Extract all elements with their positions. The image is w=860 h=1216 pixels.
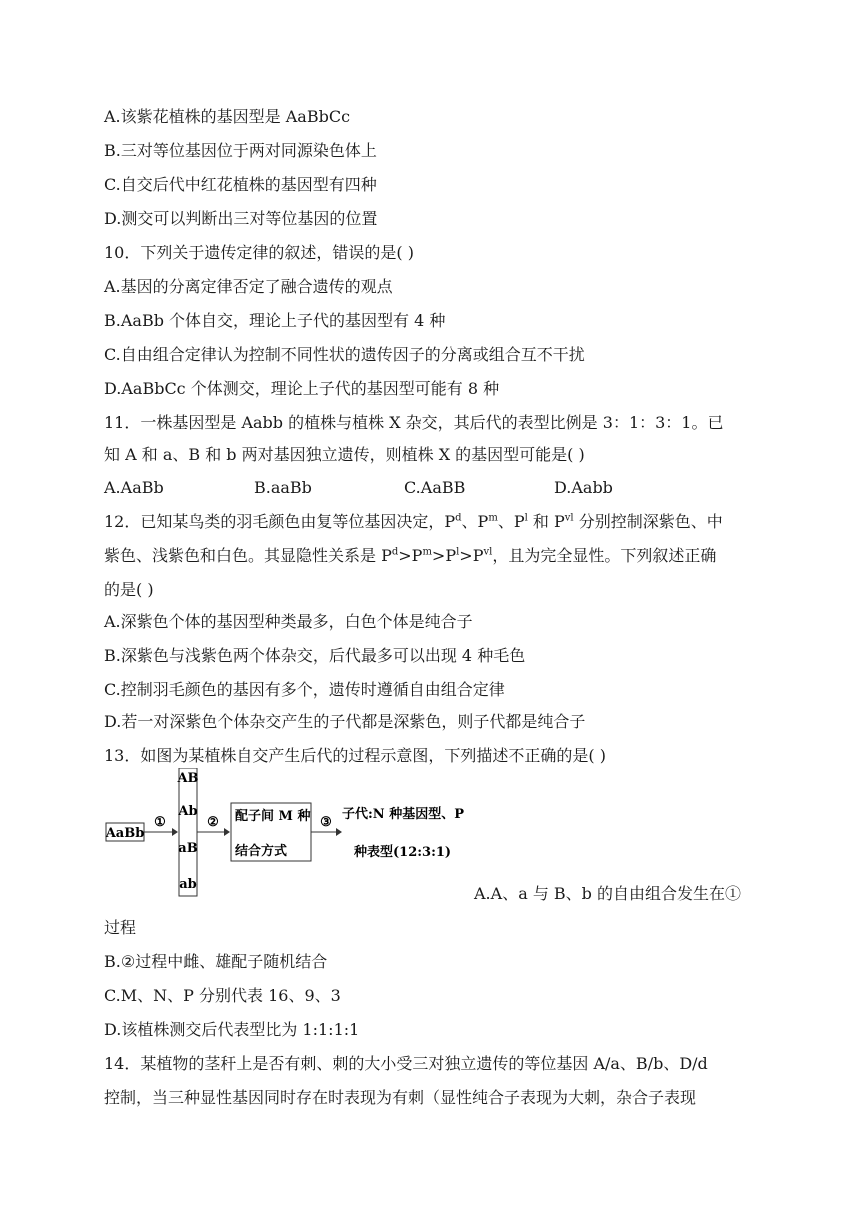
q11-option-d: D.Aabb <box>554 478 613 497</box>
gamete-4: ab <box>179 877 197 892</box>
q12-stem-text: 分别控制深紫色、中 <box>573 512 723 531</box>
q11-options <box>104 478 764 500</box>
q12-stem-line2 <box>104 546 716 566</box>
step-2-label: ② <box>207 815 219 830</box>
q11-stem-line2: 知 A 和 a、B 和 b 两对基因独立遗传，则植株 X 的基因型可能是( ) <box>104 445 585 464</box>
q14-stem-line1: 14．某植物的茎秆上是否有刺、刺的大小受三对独立遗传的等位基因 A/a、B/b、D/d <box>104 1054 708 1073</box>
q9-option-d: D.测交可以判断出三对等位基因的位置 <box>104 209 378 228</box>
gamete-3: aB <box>178 841 198 856</box>
q12-option-b: B.深紫色与浅紫色两个体杂交，后代最多可以出现 4 种毛色 <box>104 646 526 665</box>
q13-option-d: D.该植株测交后代表型比为 1:1:1:1 <box>104 1020 360 1039</box>
combination-line2: 结合方式 <box>235 844 288 859</box>
q12-gt: >P <box>459 546 484 565</box>
q13-process-diagram <box>104 768 484 898</box>
q10-option-b: B.AaBb 个体自交，理论上子代的基因型有 4 种 <box>104 311 446 330</box>
q13-option-b: B.②过程中雌、雄配子随机结合 <box>104 952 328 971</box>
arrow-1-head <box>172 828 178 836</box>
q12-sep: 、P <box>497 512 525 531</box>
q11-option-a: A.AaBb <box>104 478 164 497</box>
step-1-label: ① <box>154 815 166 830</box>
q13-option-c: C.M、N、P 分别代表 16、9、3 <box>104 986 341 1005</box>
q13-option-a-line1: A.A、a 与 B、b 的自由组合发生在① <box>474 884 741 903</box>
arrow-3-head <box>336 828 342 836</box>
sup-d: d <box>391 546 399 558</box>
sup-l: l <box>456 546 460 558</box>
sup-m: m <box>488 512 498 524</box>
q10-option-a: A.基因的分离定律否定了融合遗传的观点 <box>104 277 393 296</box>
q13-stem: 13．如图为某植株自交产生后代的过程示意图，下列描述不正确的是( ) <box>104 746 606 765</box>
gamete-2: Ab <box>178 804 198 819</box>
q12-stem-text: 12．已知某鸟类的羽毛颜色由复等位基因决定，P <box>104 512 456 531</box>
sup-l: l <box>524 512 528 524</box>
parent-genotype: AaBb <box>105 826 145 841</box>
combination-line1: 配子间 M 种 <box>235 809 311 824</box>
offspring-line2: 种表型(12:3:1) <box>354 845 452 860</box>
q11-option-b: B.aaBb <box>254 478 312 497</box>
gamete-1: AB <box>177 771 199 786</box>
q9-option-c: C.自交后代中红花植株的基因型有四种 <box>104 175 377 194</box>
sup-m: m <box>422 546 432 558</box>
q9-option-b: B.三对等位基因位于两对同源染色体上 <box>104 141 377 160</box>
q12-gt: >P <box>398 546 423 565</box>
q11-stem-line1: 11．一株基因型是 Aabb 的植株与植株 X 杂交，其后代的表型比例是 3：1：3：1。已 <box>104 413 724 432</box>
q12-option-c: C.控制羽毛颜色的基因有多个，遗传时遵循自由组合定律 <box>104 680 505 699</box>
sup-vl: vl <box>564 512 574 524</box>
q12-stem-line1 <box>104 512 723 532</box>
q12-option-d: D.若一对深紫色个体杂交产生的子代都是深紫色，则子代都是纯合子 <box>104 712 586 731</box>
q12-option-a: A.深紫色个体的基因型种类最多，白色个体是纯合子 <box>104 612 473 631</box>
q11-option-c: C.AaBB <box>404 478 466 497</box>
q10-option-d: D.AaBbCc 个体测交，理论上子代的基因型可能有 8 种 <box>104 379 500 398</box>
q9-option-a: A.该紫花植株的基因型是 AaBbCc <box>104 107 351 126</box>
q12-stem-text: ，且为完全显性。下列叙述正确 <box>492 546 717 565</box>
offspring-line1: 子代:N 种基因型、P <box>342 807 464 822</box>
sup-vl: vl <box>483 546 493 558</box>
q12-gt: >P <box>431 546 457 565</box>
q14-stem-line2: 控制，当三种显性基因同时存在时表现为有刺（显性纯合子表现为大刺，杂合子表现 <box>104 1088 697 1107</box>
q13-option-a-line2: 过程 <box>104 918 137 937</box>
step-3-label: ③ <box>320 815 332 830</box>
q12-sep: 和 P <box>527 512 565 531</box>
q12-sep: 、P <box>461 512 489 531</box>
sup-d: d <box>455 512 462 524</box>
q12-stem-text: 紫色、浅紫色和白色。其显隐性关系是 P <box>104 546 392 565</box>
q12-stem-line3: 的是( ) <box>104 580 154 599</box>
q10-option-c: C.自由组合定律认为控制不同性状的遗传因子的分离或组合互不干扰 <box>104 345 585 364</box>
arrow-2-head <box>224 828 230 836</box>
q10-stem: 10．下列关于遗传定律的叙述，错误的是( ) <box>104 243 414 262</box>
